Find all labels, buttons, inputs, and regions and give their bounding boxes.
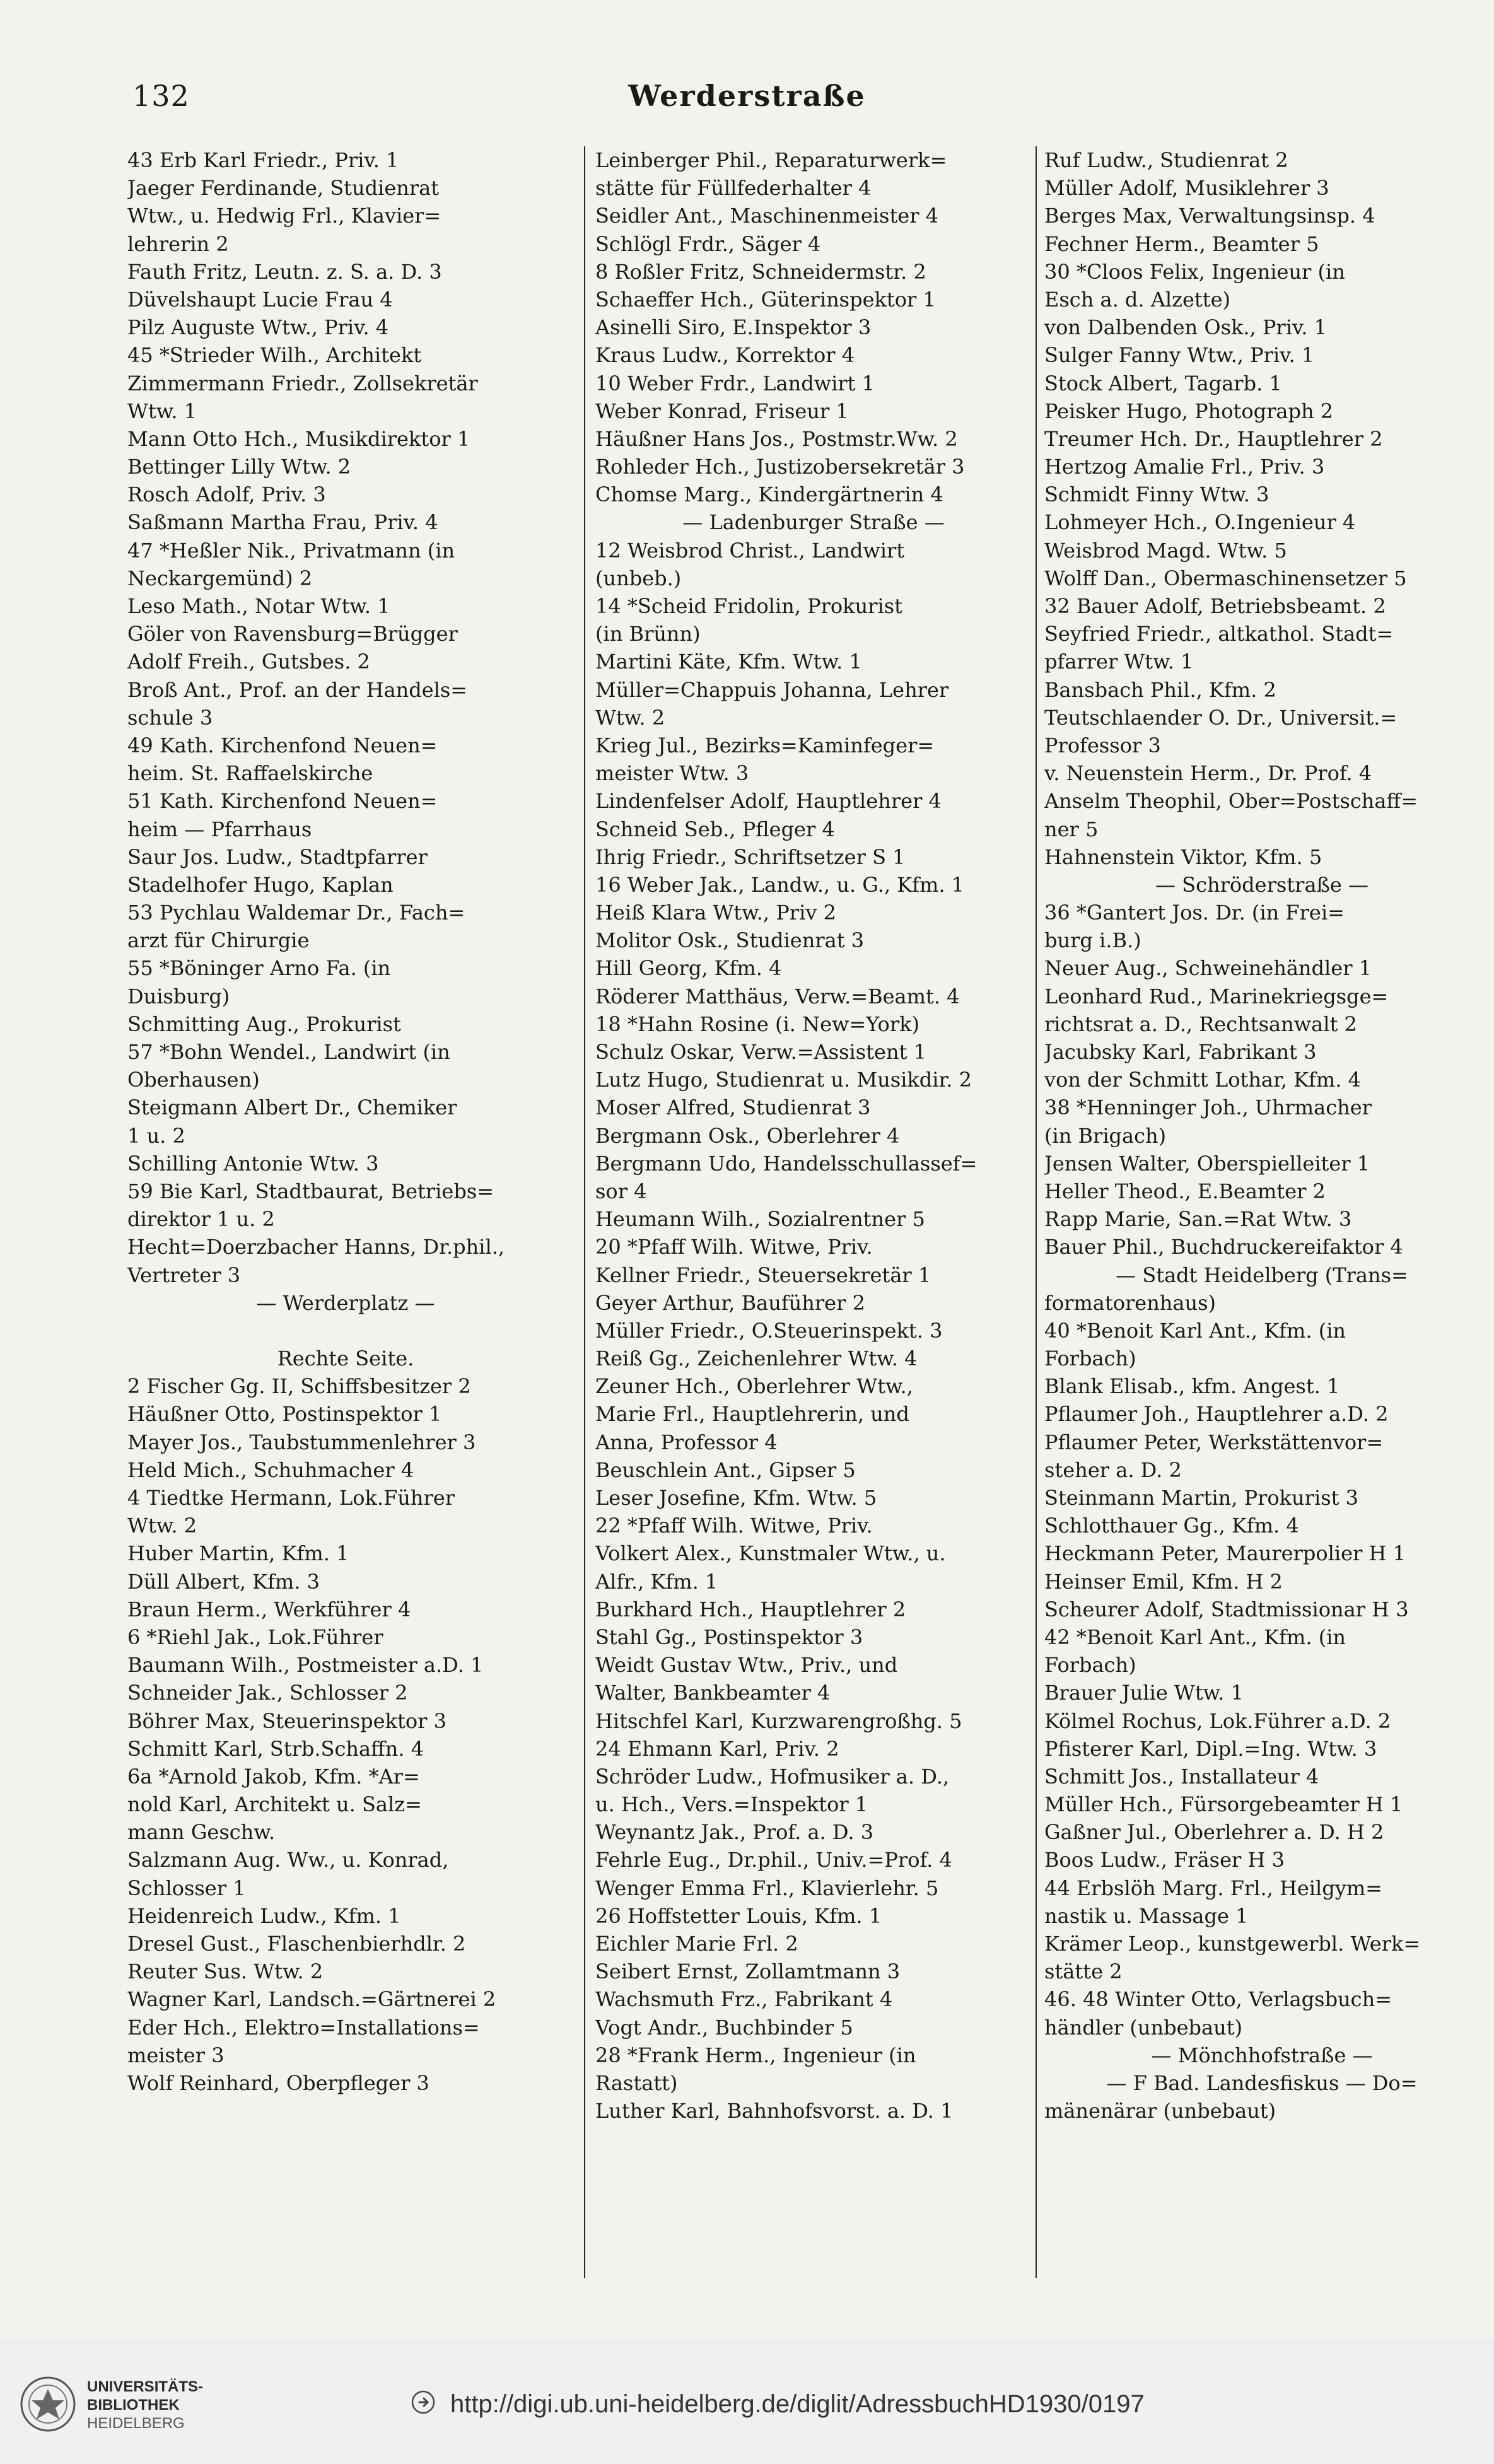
directory-entry-line: Vogt Andr., Buchbinder 5 (595, 2015, 853, 2040)
directory-entry-line: 55 *Böninger Arno Fa. (in (127, 956, 391, 981)
directory-entry-line: (in Brünn) (595, 622, 701, 646)
directory-entry-line: mänenärar (unbebaut) (1044, 2099, 1276, 2123)
directory-entry-line: Steinmann Martin, Prokurist 3 (1044, 1486, 1358, 1510)
directory-entry-line: 1 u. 2 (127, 1123, 185, 1148)
directory-entry-line: Jacubsky Karl, Fabrikant 3 (1044, 1040, 1317, 1064)
directory-entry-line: Steigmann Albert Dr., Chemiker (127, 1095, 457, 1120)
directory-entry-line: Broß Ant., Prof. an der Handels= (127, 677, 468, 702)
directory-entry-line: direktor 1 u. 2 (127, 1207, 275, 1232)
directory-entry-line: — F Bad. Landesfiskus — Do= (1106, 2070, 1418, 2095)
directory-entry-line: Reiß Gg., Zeichenlehrer Wtw. 4 (595, 1346, 918, 1371)
permalink-url[interactable]: http://digi.ub.uni-heidelberg.de/diglit/AdressbuchHD1930/0197 (450, 2390, 1145, 2418)
directory-entry-line: 42 *Benoit Karl Ant., Kfm. (in (1044, 1625, 1346, 1649)
directory-entry-line: pfarrer Wtw. 1 (1044, 650, 1194, 674)
directory-entry-line: Neuer Aug., Schweinehändler 1 (1044, 956, 1372, 981)
institution-line: BIBLIOTHEK (87, 2397, 180, 2414)
page-header (0, 79, 1494, 136)
directory-entry-line: Ihrig Friedr., Schriftsetzer S 1 (595, 844, 906, 869)
directory-entry-line: Schmitt Karl, Strb.Schaffn. 4 (127, 1736, 424, 1761)
directory-entry-line: Fauth Fritz, Leutn. z. S. a. D. 3 (127, 259, 442, 284)
directory-entry-line: Anna, Professor 4 (595, 1430, 778, 1454)
directory-entry-line: 6 *Riehl Jak., Lok.Führer (127, 1625, 383, 1649)
directory-entry-line: — Ladenburger Straße — (682, 510, 945, 535)
directory-entry-line: 57 *Bohn Wendel., Landwirt (in (127, 1040, 450, 1064)
institution-name (87, 2378, 203, 2432)
directory-entry-line: Hahnenstein Viktor, Kfm. 5 (1044, 844, 1322, 869)
page-title: Werderstraße (628, 79, 866, 113)
directory-entry-line: Weber Konrad, Friseur 1 (595, 399, 849, 423)
directory-entry-line: von der Schmitt Lothar, Kfm. 4 (1044, 1068, 1361, 1092)
directory-entry-line: Wtw. 2 (127, 1514, 197, 1538)
directory-entry-line: Bergmann Udo, Handelsschullassef= (595, 1151, 978, 1176)
directory-entry-line: Leonhard Rud., Marinekriegsge= (1044, 984, 1389, 1008)
directory-entry-line: Bettinger Lilly Wtw. 2 (127, 455, 351, 479)
directory-entry-line: Seibert Ernst, Zollamtmann 3 (595, 1959, 901, 1984)
directory-entry-line (127, 1317, 564, 1345)
directory-entry-line: ner 5 (1044, 817, 1099, 841)
directory-entry-line: Marie Frl., Hauptlehrerin, und (595, 1402, 909, 1427)
directory-entry-line: Blank Elisab., kfm. Angest. 1 (1044, 1374, 1340, 1399)
directory-entry-line: Anselm Theophil, Ober=Postschaff= (1044, 789, 1418, 814)
directory-entry-line: Müller=Chappuis Johanna, Lehrer (595, 677, 949, 702)
directory-entry-line: Böhrer Max, Steuerinspektor 3 (127, 1708, 446, 1733)
directory-entry-line: Oberhausen) (127, 1068, 260, 1092)
directory-entry-line: Bauer Phil., Buchdruckereifaktor 4 (1044, 1235, 1403, 1259)
directory-entry-line: Schneider Jak., Schlosser 2 (127, 1681, 408, 1705)
directory-entry-line: Heumann Wilh., Sozialrentner 5 (595, 1207, 925, 1232)
directory-entry-line: steher a. D. 2 (1044, 1457, 1182, 1482)
directory-entry-line: Weisbrod Magd. Wtw. 5 (1044, 538, 1287, 563)
directory-entry-line: sor 4 (595, 1179, 647, 1203)
directory-entry-line: Dresel Gust., Flaschenbierhdlr. 2 (127, 1932, 466, 1956)
directory-entry-line: Adolf Freih., Gutsbes. 2 (127, 650, 370, 674)
directory-entry-line: nold Karl, Architekt u. Salz= (127, 1792, 422, 1817)
institution-line: UNIVERSITÄTS- (87, 2378, 204, 2395)
directory-entry-line: Heinser Emil, Kfm. H 2 (1044, 1569, 1283, 1594)
directory-entry-line: heim. St. Raffaelskirche (127, 761, 373, 786)
directory-entry-line: arzt für Chirurgie (127, 928, 310, 953)
directory-entry-line: Moser Alfred, Studienrat 3 (595, 1095, 871, 1120)
directory-entry-line: 6a *Arnold Jakob, Kfm. *Ar= (127, 1764, 420, 1789)
directory-entry-line: Stahl Gg., Postinspektor 3 (595, 1625, 863, 1649)
directory-entry-line: Forbach) (1044, 1346, 1136, 1371)
directory-entry-line: Wachsmuth Frz., Fabrikant 4 (595, 1987, 893, 2012)
directory-entry-line: Huber Martin, Kfm. 1 (127, 1541, 349, 1566)
directory-entry-line: Schmidt Finny Wtw. 3 (1044, 482, 1269, 507)
directory-entry-line: Fechner Herm., Beamter 5 (1044, 231, 1319, 256)
directory-entry-line: 28 *Frank Herm., Ingenieur (in (595, 2043, 916, 2067)
directory-entry-line: Professor 3 (1044, 733, 1161, 757)
column-divider (1036, 146, 1037, 2278)
directory-entry-line: Wtw., u. Hedwig Frl., Klavier= (127, 204, 441, 228)
directory-entry-line: Röderer Matthäus, Verw.=Beamt. 4 (595, 984, 960, 1008)
directory-entry-line: Saur Jos. Ludw., Stadtpfarrer (127, 844, 428, 869)
directory-entry-line: Leser Josefine, Kfm. Wtw. 5 (595, 1486, 877, 1510)
directory-entry-line: 38 *Henninger Joh., Uhrmacher (1044, 1095, 1372, 1120)
address-column-3 (1044, 146, 1479, 2278)
directory-entry-line: Hill Georg, Kfm. 4 (595, 956, 782, 981)
directory-entry-line: Kölmel Rochus, Lok.Führer a.D. 2 (1044, 1708, 1391, 1733)
directory-entry-line: Schneid Seb., Pfleger 4 (595, 817, 835, 841)
directory-entry-line: Weynantz Jak., Prof. a. D. 3 (595, 1820, 874, 1845)
directory-entry-line: Pfisterer Karl, Dipl.=Ing. Wtw. 3 (1044, 1736, 1377, 1761)
directory-entry-line: Vertreter 3 (127, 1263, 241, 1287)
directory-entry-line: Luther Karl, Bahnhofsvorst. a. D. 1 (595, 2099, 954, 2123)
directory-entry-line: Heller Theod., E.Beamter 2 (1044, 1179, 1326, 1203)
directory-entry-line: Düvelshaupt Lucie Frau 4 (127, 287, 393, 312)
directory-entry-line: Gaßner Jul., Oberlehrer a. D. H 2 (1044, 1820, 1384, 1845)
directory-entry-line: Schilling Antonie Wtw. 3 (127, 1151, 379, 1176)
directory-entry-line: Peisker Hugo, Photograph 2 (1044, 399, 1334, 423)
directory-entry-line: — Schröderstraße — (1155, 872, 1369, 897)
directory-entry-line: Rastatt) (595, 2070, 678, 2095)
directory-entry-line: Rapp Marie, San.=Rat Wtw. 3 (1044, 1207, 1352, 1232)
directory-entry-line: stätte für Füllfederhalter 4 (595, 176, 872, 201)
directory-entry-line: Müller Hch., Fürsorgebeamter H 1 (1044, 1792, 1403, 1817)
directory-entry-line: Bansbach Phil., Kfm. 2 (1044, 677, 1276, 702)
directory-entry-line: Geyer Arthur, Bauführer 2 (595, 1290, 865, 1315)
directory-entry-line: Krämer Leop., kunstgewerbl. Werk= (1044, 1932, 1421, 1956)
directory-entry-line: Reuter Sus. Wtw. 2 (127, 1959, 324, 1984)
directory-entry-line: Pilz Auguste Wtw., Priv. 4 (127, 315, 389, 340)
directory-entry-line: 44 Erbslöh Marg. Frl., Heilgym= (1044, 1876, 1382, 1900)
directory-entry-line: Wolff Dan., Obermaschinensetzer 5 (1044, 566, 1407, 590)
directory-entry-line: Pflaumer Peter, Werkstättenvor= (1044, 1430, 1384, 1454)
directory-entry-line: 59 Bie Karl, Stadtbaurat, Betriebs= (127, 1179, 494, 1203)
directory-entry-line: Saßmann Martha Frau, Priv. 4 (127, 510, 438, 535)
directory-entry-line: 51 Kath. Kirchenfond Neuen= (127, 789, 438, 814)
directory-entry-line: Salzmann Aug. Ww., u. Konrad, (127, 1848, 449, 1872)
directory-entry-line: händler (unbebaut) (1044, 2015, 1243, 2040)
directory-entry-line: Hertzog Amalie Frl., Priv. 3 (1044, 455, 1325, 479)
directory-entry-line: Baumann Wilh., Postmeister a.D. 1 (127, 1653, 484, 1678)
directory-entry-line: Pflaumer Joh., Hauptlehrer a.D. 2 (1044, 1402, 1389, 1427)
directory-entry-line: Göler von Ravensburg=Brügger (127, 622, 458, 646)
directory-entry-line: Eichler Marie Frl. 2 (595, 1932, 798, 1956)
directory-entry-line: Stock Albert, Tagarb. 1 (1044, 371, 1282, 395)
directory-entry-line: Wtw. 2 (595, 705, 665, 730)
address-column-1 (127, 146, 564, 2278)
directory-entry-line: stätte 2 (1044, 1959, 1123, 1984)
directory-entry-line: mann Geschw. (127, 1820, 276, 1845)
directory-entry-line: Weidt Gustav Wtw., Priv., und (595, 1653, 898, 1678)
directory-entry-line: Asinelli Siro, E.Inspektor 3 (595, 315, 872, 340)
directory-entry-line: Schröder Ludw., Hofmusiker a. D., (595, 1764, 950, 1789)
directory-entry-line: Hitschfel Karl, Kurzwarengroßhg. 5 (595, 1708, 962, 1733)
directory-entry-line: 45 *Strieder Wilh., Architekt (127, 343, 422, 368)
directory-entry-line: 30 *Cloos Felix, Ingenieur (in (1044, 259, 1345, 284)
directory-entry-line: 12 Weisbrod Christ., Landwirt (595, 538, 905, 563)
directory-entry-line: Berges Max, Verwaltungsinsp. 4 (1044, 204, 1375, 228)
directory-entry-line: Brauer Julie Wtw. 1 (1044, 1681, 1244, 1705)
directory-entry-line: 32 Bauer Adolf, Betriebsbeamt. 2 (1044, 594, 1386, 618)
directory-entry-line: schule 3 (127, 705, 213, 730)
directory-entry-line: Schmitt Jos., Installateur 4 (1044, 1764, 1319, 1789)
directory-entry-line: Schmitting Aug., Prokurist (127, 1012, 401, 1036)
directory-entry-line: Müller Friedr., O.Steuerinspekt. 3 (595, 1318, 943, 1343)
directory-entry-line: 22 *Pfaff Wilh. Witwe, Priv. (595, 1514, 873, 1538)
directory-entry-line: richtsrat a. D., Rechtsanwalt 2 (1044, 1012, 1357, 1036)
directory-entry-line: Wenger Emma Frl., Klavierlehr. 5 (595, 1876, 939, 1900)
directory-entry-line: u. Hch., Vers.=Inspektor 1 (595, 1792, 868, 1817)
directory-entry-line: (in Brigach) (1044, 1123, 1167, 1148)
directory-entry-line: Jensen Walter, Oberspielleiter 1 (1044, 1151, 1370, 1176)
directory-entry-line: Forbach) (1044, 1653, 1136, 1678)
directory-entry-line: heim — Pfarrhaus (127, 817, 312, 841)
directory-entry-line: Boos Ludw., Fräser H 3 (1044, 1848, 1285, 1872)
directory-entry-line: Schlögl Frdr., Säger 4 (595, 231, 821, 256)
directory-entry-line: 4 Tiedtke Hermann, Lok.Führer (127, 1486, 455, 1510)
directory-entry-line: Leinberger Phil., Reparaturwerk= (595, 148, 947, 172)
directory-entry-line: Molitor Osk., Studienrat 3 (595, 928, 865, 953)
directory-entry-line: Sulger Fanny Wtw., Priv. 1 (1044, 343, 1315, 368)
directory-entry-line: Häußner Hans Jos., Postmstr.Ww. 2 (595, 426, 958, 451)
directory-entry-line: meister Wtw. 3 (595, 761, 749, 786)
directory-entry-line: 40 *Benoit Karl Ant., Kfm. (in (1044, 1318, 1346, 1343)
link-arrow-icon[interactable] (411, 2390, 435, 2414)
directory-entry-line: 49 Kath. Kirchenfond Neuen= (127, 733, 438, 757)
directory-entry-line: Chomse Marg., Kindergärtnerin 4 (595, 482, 943, 507)
directory-entry-line: Leso Math., Notar Wtw. 1 (127, 594, 390, 618)
directory-entry-line: Müller Adolf, Musiklehrer 3 (1044, 176, 1329, 201)
directory-entry-line: 16 Weber Jak., Landw., u. G., Kfm. 1 (595, 872, 965, 897)
directory-entry-line: Lohmeyer Hch., O.Ingenieur 4 (1044, 510, 1356, 535)
directory-entry-line: Burkhard Hch., Hauptlehrer 2 (595, 1597, 906, 1621)
column-divider (584, 146, 585, 2278)
directory-entry-line: 20 *Pfaff Wilh. Witwe, Priv. (595, 1235, 873, 1259)
directory-entry-line: Schlosser 1 (127, 1876, 246, 1900)
directory-entry-line: 36 *Gantert Jos. Dr. (in Frei= (1044, 901, 1345, 925)
directory-entry-line: Lindenfelser Adolf, Hauptlehrer 4 (595, 789, 942, 814)
directory-entry-line: nastik u. Massage 1 (1044, 1903, 1249, 1928)
directory-entry-line: Wolf Reinhard, Oberpfleger 3 (127, 2070, 429, 2095)
directory-entry-line: Heckmann Peter, Maurerpolier H 1 (1044, 1541, 1406, 1566)
directory-entry-line: Scheurer Adolf, Stadtmissionar H 3 (1044, 1597, 1409, 1621)
directory-entry-line: Rohleder Hch., Justizobersekretär 3 (595, 455, 965, 479)
directory-entry-line: Häußner Otto, Postinspektor 1 (127, 1402, 442, 1427)
directory-entry-line: Treumer Hch. Dr., Hauptlehrer 2 (1044, 426, 1383, 451)
directory-entry-line: 43 Erb Karl Friedr., Priv. 1 (127, 148, 399, 172)
directory-entry-line: Alfr., Kfm. 1 (595, 1569, 718, 1594)
directory-entry-line: 26 Hoffstetter Louis, Kfm. 1 (595, 1903, 882, 1928)
directory-entry-line: Schaeffer Hch., Güterinspektor 1 (595, 287, 936, 312)
directory-entry-line: Wagner Karl, Landsch.=Gärtnerei 2 (127, 1987, 496, 2012)
directory-entry-line: Schulz Oskar, Verw.=Assistent 1 (595, 1040, 926, 1064)
directory-entry-line: Düll Albert, Kfm. 3 (127, 1569, 320, 1594)
directory-entry-line: Duisburg) (127, 984, 230, 1008)
directory-entry-line: Krieg Jul., Bezirks=Kaminfeger= (595, 733, 935, 757)
directory-entry-line: Held Mich., Schuhmacher 4 (127, 1457, 414, 1482)
directory-entry-line: Kraus Ludw., Korrektor 4 (595, 343, 855, 368)
directory-entry-line: Jaeger Ferdinande, Studienrat (127, 176, 440, 201)
directory-entry-line: Eder Hch., Elektro=Installations= (127, 2015, 480, 2040)
institution-line: HEIDELBERG (87, 2415, 185, 2432)
directory-entry-line: Seidler Ant., Maschinenmeister 4 (595, 204, 939, 228)
directory-entry-line: Rosch Adolf, Priv. 3 (127, 482, 326, 507)
directory-entry-line: Zeuner Hch., Oberlehrer Wtw., (595, 1374, 913, 1399)
directory-entry-line: Mann Otto Hch., Musikdirektor 1 (127, 426, 470, 451)
address-column-2 (595, 146, 1032, 2278)
directory-entry-line: von Dalbenden Osk., Priv. 1 (1044, 315, 1327, 340)
directory-entry-line: Hecht=Doerzbacher Hanns, Dr.phil., (127, 1235, 505, 1259)
directory-entry-line: Kellner Friedr., Steuersekretär 1 (595, 1263, 931, 1287)
directory-entry-line: meister 3 (127, 2043, 225, 2067)
directory-entry-line: Martini Käte, Kfm. Wtw. 1 (595, 650, 862, 674)
directory-entry-line: 53 Pychlau Waldemar Dr., Fach= (127, 901, 465, 925)
directory-entry-line: Mayer Jos., Taubstummenlehrer 3 (127, 1430, 476, 1454)
directory-entry-line: Zimmermann Friedr., Zollsekretär (127, 371, 478, 395)
directory-entry-line: Esch a. d. Alzette) (1044, 287, 1231, 312)
directory-entry-line: Rechte Seite. (277, 1346, 414, 1371)
directory-entry-line: 24 Ehmann Karl, Priv. 2 (595, 1736, 839, 1761)
directory-entry-line: Wtw. 1 (127, 399, 197, 423)
directory-entry-line: Braun Herm., Werkführer 4 (127, 1597, 411, 1621)
directory-entry-line: lehrerin 2 (127, 231, 229, 256)
directory-entry-line: — Stadt Heidelberg (Trans= (1116, 1263, 1408, 1287)
directory-entry-line: burg i.B.) (1044, 928, 1141, 953)
directory-entry-line: Fehrle Eug., Dr.phil., Univ.=Prof. 4 (595, 1848, 952, 1872)
directory-entry-line: Lutz Hugo, Studienrat u. Musikdir. 2 (595, 1068, 972, 1092)
directory-entry-line: 2 Fischer Gg. II, Schiffsbesitzer 2 (127, 1374, 471, 1399)
directory-entry-line: 14 *Scheid Fridolin, Prokurist (595, 594, 902, 618)
directory-entry-line: Heiß Klara Wtw., Priv 2 (595, 901, 836, 925)
directory-entry-line: Walter, Bankbeamter 4 (595, 1681, 831, 1705)
directory-entry-line: — Werderplatz — (256, 1290, 435, 1315)
directory-entry-line: 18 *Hahn Rosine (i. New=York) (595, 1012, 919, 1036)
directory-entry-line: Teutschlaender O. Dr., Universit.= (1044, 705, 1398, 730)
directory-entry-line: Seyfried Friedr., altkathol. Stadt= (1044, 622, 1394, 646)
directory-entry-line: — Mönchhofstraße — (1151, 2043, 1373, 2067)
university-seal-icon (19, 2375, 77, 2433)
directory-entry-line: 8 Roßler Fritz, Schneidermstr. 2 (595, 259, 926, 284)
directory-entry-line: 10 Weber Frdr., Landwirt 1 (595, 371, 875, 395)
directory-entry-line: Schlotthauer Gg., Kfm. 4 (1044, 1514, 1299, 1538)
directory-entry-line: Volkert Alex., Kunstmaler Wtw., u. (595, 1541, 946, 1566)
page-number: 132 (132, 79, 190, 113)
directory-entry-line: (unbeb.) (595, 566, 682, 590)
directory-entry-line: Neckargemünd) 2 (127, 566, 313, 590)
directory-entry-line: v. Neuenstein Herm., Dr. Prof. 4 (1044, 761, 1372, 786)
directory-entry-line: 46. 48 Winter Otto, Verlagsbuch= (1044, 1987, 1392, 2012)
directory-entry-line: formatorenhaus) (1044, 1290, 1216, 1315)
directory-entry-line: Ruf Ludw., Studienrat 2 (1044, 148, 1288, 172)
directory-entry-line: Bergmann Osk., Oberlehrer 4 (595, 1123, 900, 1148)
directory-entry-line: Heidenreich Ludw., Kfm. 1 (127, 1903, 401, 1928)
directory-entry-line: Beuschlein Ant., Gipser 5 (595, 1457, 856, 1482)
directory-entry-line: Stadelhofer Hugo, Kaplan (127, 872, 394, 897)
directory-entry-line: 47 *Heßler Nik., Privatmann (in (127, 538, 455, 563)
viewer-footer (0, 2342, 1494, 2464)
